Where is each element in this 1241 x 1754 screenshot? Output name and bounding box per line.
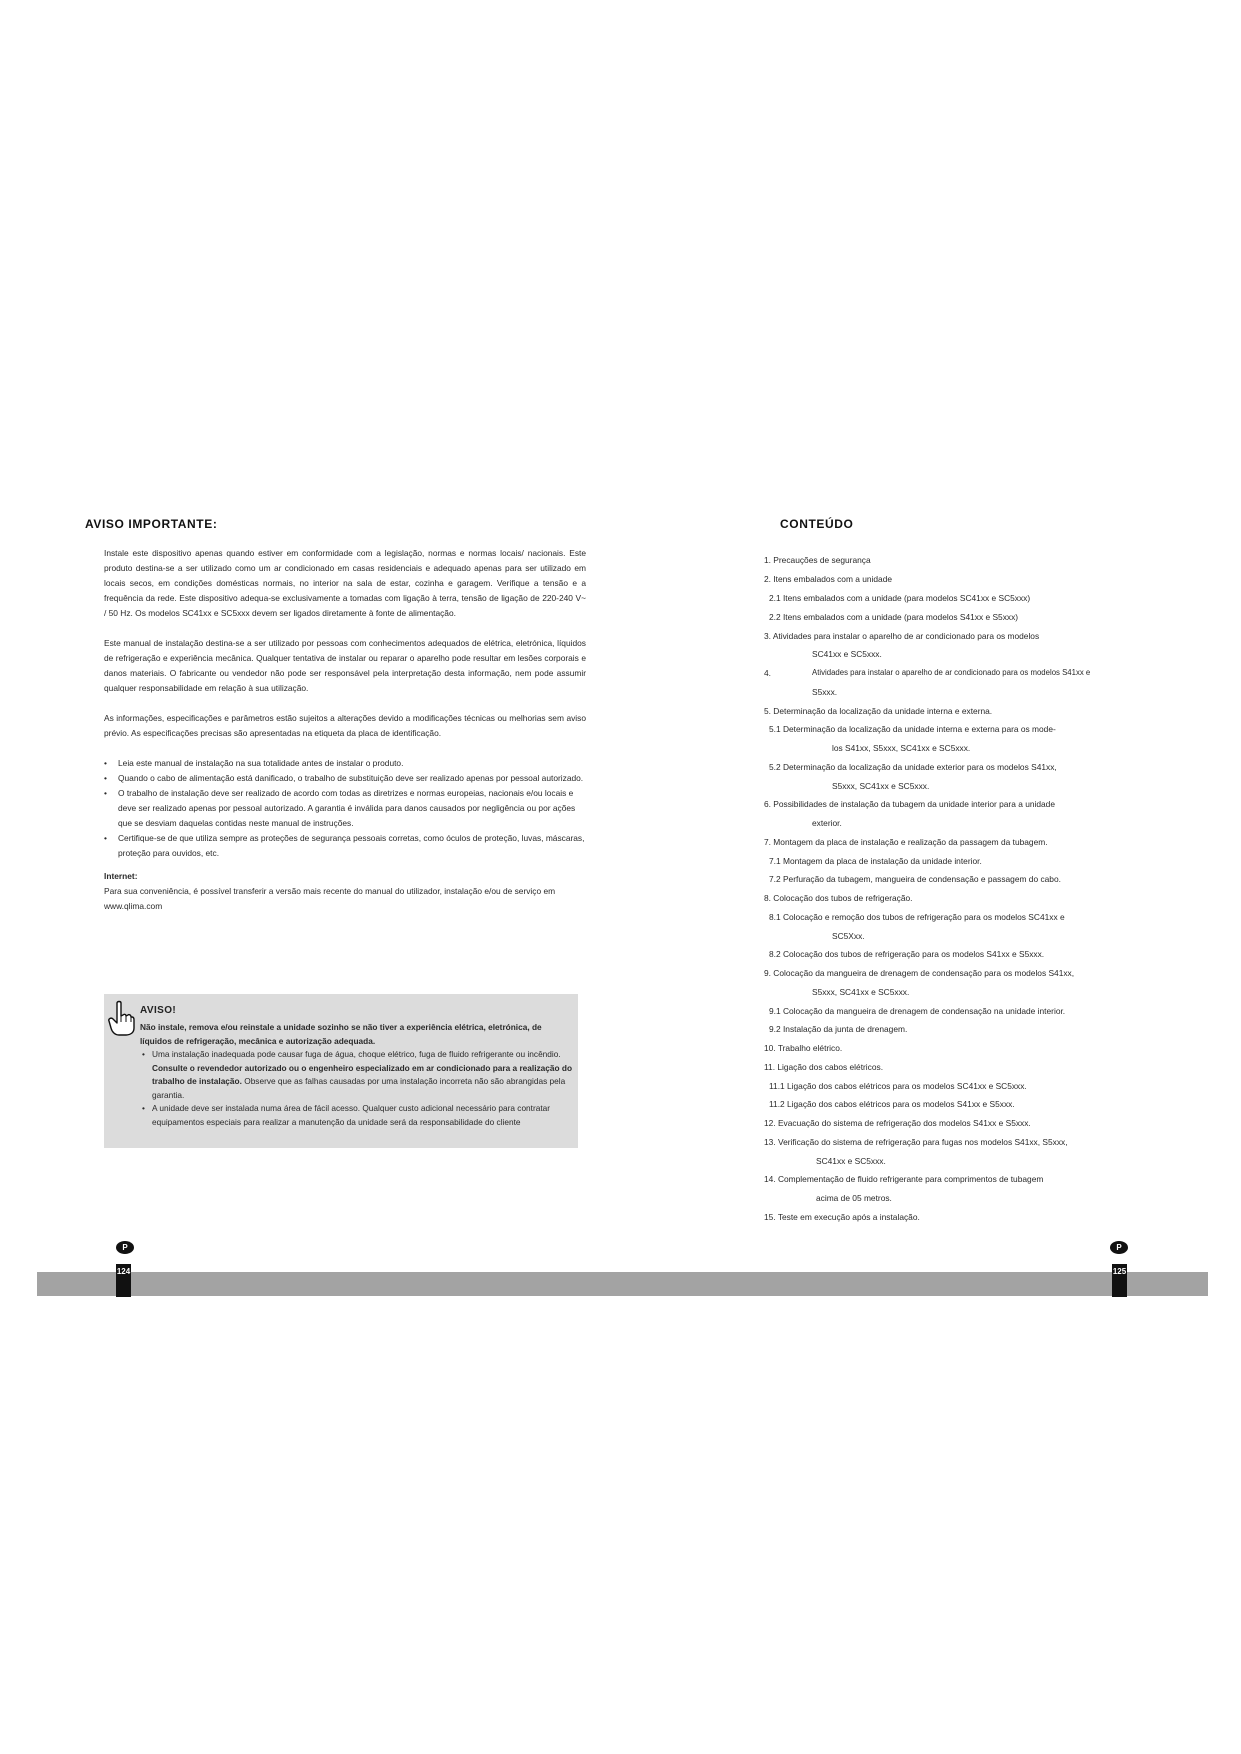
warning-bullet-list [140,1048,572,1129]
page-title-conteudo: CONTEÚDO [780,517,854,531]
toc-item-continuation: S5xxx. [812,687,838,697]
toc-item-continuation: S5xxx, SC41xx e SC5xxx. [832,781,930,791]
warning-bullet-item [140,1048,572,1102]
toc-item: 1. Precauções de segurança [764,555,871,565]
toc-item: Atividades para instalar o aparelho de ar condicionado para os modelos S41xx e [812,668,1091,677]
toc-item: 2.1 Itens embalados com a unidade (para modelos SC41xx e SC5xxx) [769,593,1031,603]
left-body [104,546,586,914]
warning-box [104,994,578,1148]
toc-item: 2. Itens embalados com a unidade [764,574,893,584]
toc-item: 11. Ligação dos cabos elétricos. [764,1062,884,1072]
warning-bullet-item: • A unidade deve ser instalada numa área de fácil acesso. Qualquer custo adicional necessário para contratar equipamentos especiais para realizar a manutenção da unidade será da responsabilidade do cliente [140,1102,572,1129]
toc-item-continuation: exterior. [812,818,842,828]
toc-item: 8.1 Colocação e remoção dos tubos de refrigeração para os modelos SC41xx e [769,912,1065,922]
page-title-aviso-importante: AVISO IMPORTANTE: [85,517,218,531]
warning-title: AVISO! [140,1005,177,1016]
toc-item: 15. Teste em execução após a instalação. [764,1212,920,1222]
pointing-hand-icon [106,1000,136,1038]
language-badge: P [1110,1241,1128,1254]
toc-item: 8. Colocação dos tubos de refrigeração. [764,893,913,903]
bullet-item: • Quando o cabo de alimentação está danificado, o trabalho de substituição deve ser realizado apenas por pessoal autorizado. [104,771,586,786]
warning-bullet-emphasis: Consulte o revendedor autorizado ou o engenheiro especializado em ar condicionado para a realização do trabalho de instalação. [152,1062,573,1086]
toc-item: 5.2 Determinação da localização da unidade exterior para os modelos S41xx, [769,762,1057,772]
warning-content [140,1021,572,1129]
right-page [620,0,1241,1754]
toc-item: 7.2 Perfuração da tubagem, mangueira de condensação e passagem do cabo. [769,874,1061,884]
toc-item: 5. Determinação da localização da unidade interna e externa. [764,706,993,716]
toc-item: 10. Trabalho elétrico. [764,1043,843,1053]
toc-item-continuation: SC5Xxx. [832,931,865,941]
toc-item-continuation: los S41xx, S5xxx, SC41xx e SC5xxx. [832,743,971,753]
toc-item-continuation: acima de 05 metros. [816,1193,892,1203]
bullet-item: • O trabalho de instalação deve ser realizado de acordo com todas as diretrizes e normas europeias, nacionais e/ou locais e deve ser realizado apenas por pessoal autorizado. A garantia é inválida para danos causados por negligência ou por ações que se desviam daquelas contidas neste manual de instruções. [104,786,586,831]
page-number-tab: 124 [116,1264,131,1297]
toc-item: 2.2 Itens embalados com a unidade (para modelos S41xx e S5xxx) [769,612,1019,622]
toc-item-continuation: SC41xx e SC5xxx. [812,649,882,659]
paragraph-intro: Instale este dispositivo apenas quando estiver em conformidade com a legislação, normas e normas locais/ nacionais. Este produto destina-se a ser utilizado como um ar condicionado em casas residenciais e adequado apenas para ser utilizado em locais secos, em condições domésticas normais, no interior na sala de estar, cozinha e garagem. Verifique a tensão e a frequência da rede. Este dispositivo adequa-se exclusivamente a tomadas com ligação à terra, tensão de ligação de 220-240 V~ / 50 Hz. Os modelos SC41xx e SC5xxx devem ser ligados diretamente à fonte de alimentação. [104,548,586,618]
toc-item: 7.1 Montagem da placa de instalação da unidade interior. [769,856,982,866]
bullet-item: • Certifique-se de que utiliza sempre as proteções de segurança pessoais corretas, como óculos de proteção, luvas, máscaras, proteção para ouvidos, etc. [104,831,586,861]
toc-item-continuation: S5xxx, SC41xx e SC5xxx. [812,987,910,997]
paragraph-specifications: As informações, especificações e parâmetros estão sujeitos a alterações devido a modificações técnicas ou melhorias sem aviso prévio. As especificações precisas são apresentadas na etiqueta da placa de identificação. [104,713,586,738]
toc-item: 9.1 Colocação da mangueira de drenagem de condensação na unidade interior. [769,1006,1066,1016]
toc-item: 13. Verificação do sistema de refrigeração para fugas nos modelos S41xx, S5xxx, [764,1137,1068,1147]
toc-item: 9. Colocação da mangueira de drenagem de condensação para os modelos S41xx, [764,968,1075,978]
warning-intro: Não instale, remova e/ou reinstale a unidade sozinho se não tiver a experiência elétrica, eletrónica, de líquidos de refrigeração, mecânica e autorização adequada. [140,1022,542,1046]
toc-item: 6. Possibilidades de instalação da tubagem da unidade interior para a unidade [764,799,1056,809]
toc-item: 11.1 Ligação dos cabos elétricos para os modelos SC41xx e SC5xxx. [769,1081,1027,1091]
toc-item: 11.2 Ligação dos cabos elétricos para os modelos S41xx e S5xxx. [769,1099,1015,1109]
toc-item: 9.2 Instalação da junta de drenagem. [769,1024,908,1034]
bullet-item: • Leia este manual de instalação na sua totalidade antes de instalar o produto. [104,756,586,771]
page-number-tab: 125 [1112,1264,1127,1297]
footer-bar [37,1272,1208,1296]
paragraph-manual-usage: Este manual de instalação destina-se a ser utilizado por pessoas com conhecimentos adequados de elétrica, eletrónica, líquidos de refrigeração e experiência mecânica. Qualquer tentativa de instalar ou reparar o aparelho pode resultar em lesões corporais e danos materiais. O fabricante ou vendedor não pode ser responsável pela interpretação desta informação, nem pode assumir qualquer responsabilidade em relação à sua utilização. [104,638,586,693]
toc-item: 14. Complementação de fluido refrigerante para comprimentos de tubagem [764,1174,1044,1184]
toc-item-number: 4. [764,668,771,678]
internet-heading: Internet: [104,871,138,881]
instruction-bullet-list [104,756,586,861]
toc-item: 12. Evacuação do sistema de refrigeração dos modelos S41xx e S5xxx. [764,1118,1031,1128]
toc-item: 5.1 Determinação da localização da unidade interna e externa para os mode- [769,724,1056,734]
toc-item-continuation: SC41xx e SC5xxx. [816,1156,886,1166]
language-badge: P [116,1241,134,1254]
toc-item: 3. Atividades para instalar o aparelho de ar condicionado para os modelos [764,631,1040,641]
left-page [0,0,620,1754]
warning-bullet-text: Observe que as falhas causadas por uma instalação incorreta não são abrangidas pela garantia. [152,1076,566,1100]
warning-bullet-text: Uma instalação inadequada pode causar fuga de água, choque elétrico, fuga de fluido refrigerante ou incêndio. [152,1049,561,1059]
toc-item: 7. Montagem da placa de instalação e realização da passagem da tubagem. [764,837,1048,847]
internet-text: Para sua conveniência, é possível transferir a versão mais recente do manual do utilizador, instalação e/ou de serviço em www.qlima.com [104,886,556,911]
toc-item: 8.2 Colocação dos tubos de refrigeração para os modelos S41xx e S5xxx. [769,949,1045,959]
